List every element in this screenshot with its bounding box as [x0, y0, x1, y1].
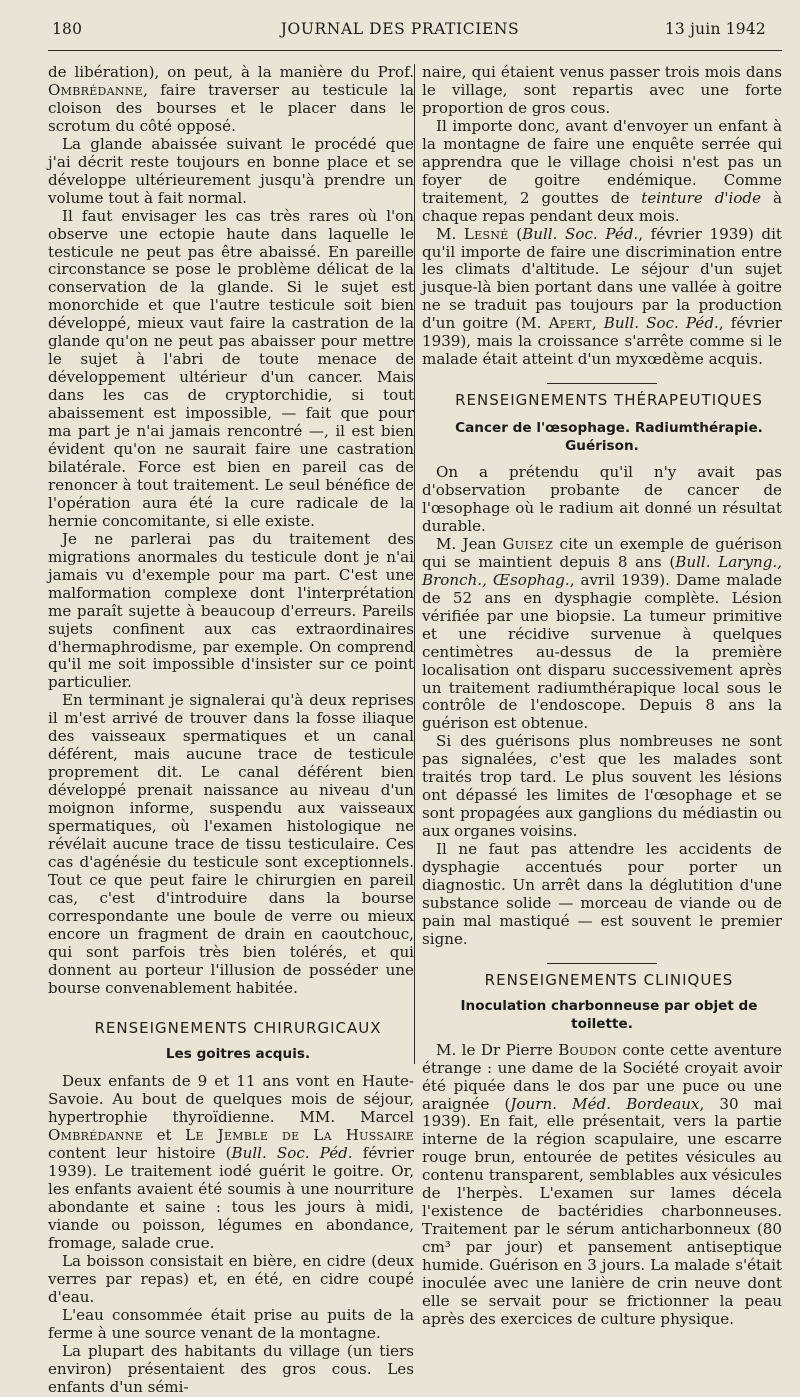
page-header — [0, 18, 800, 44]
reference: Bull. Soc. Péd. — [231, 1144, 353, 1163]
paragraph: La boisson consistait en bière, en cidre (deux verres par repas) et, en été, en cidre coupé d'eau. — [48, 1252, 414, 1306]
section-heading: RENSEIGNEMENTS CLINIQUES — [484, 970, 734, 989]
paragraph: de libération), on peut, à la manière du Prof. Ombrédanne, faire traverser au testicule la cloison des bourses et le placer dans le scrotum du côté opposé. — [48, 63, 414, 135]
section-heading: RENSEIGNEMENTS CHIRURGICAUX — [94, 1018, 382, 1037]
paragraph: naire, qui étaient venus passer trois mois dans le village, sont repartis avec une forte proportion de gros cous. — [422, 63, 782, 117]
paragraph: Il faut envisager les cas très rares où l'on observe une ectopie haute dans laquelle le testicule ne peut pas être abaissé. En pareille circonstance se pose le problème délicat de la conservation de la glande. Si le sujet est monorchide et que l'autre testicule soit bien développé, mieux vaut faire la castration de la glande qu'on ne peut pas abaisser pour mettre le sujet à l'abri de toute menace de développement ultérieur d'un cancer. Mais dans les cas de cryptorchidie, si tout abaissement est impossible, — fait que pour ma part je n'ai jamais rencontré —, il est bien évident qu'on ne saurait faire une castration bilatérale. Force est bien en pareil cas de renoncer à tout traitement. Le seul bénéfice de l'opération aura été la cure radicale de la hernie concomitante, si elle existe. — [48, 206, 414, 530]
paragraph: M. Lesné (Bull. Soc. Péd., février 1939) dit qu'il importe de faire une discrimination entre les climats d'altitude. Le séjour d'un sujet jusque-là bien portant dans une vallée à goitre ne se traduit pas toujours par la production d'un goitre (M. Apert, Bull. Soc. Péd., février 1939), mais la croissance s'arrête comme si le malade était atteint d'un myxœdème acquis. — [422, 224, 782, 369]
column-divider — [414, 64, 415, 1064]
author-name: Ombrédanne — [48, 80, 144, 99]
reference: Bull. Soc. Péd. — [522, 224, 639, 243]
page-number: 180 — [52, 20, 83, 38]
paragraph: M. le Dr Pierre Boudon conte cette aventure étrange : une dame de la Société croyait avoir été piquée dans le dos par une puce ou une araignée (Journ. Méd. Bordeaux, 30 mai 1939). En fait, elle présentait, vers la partie interne de la région scapulaire, une escarre rouge brun, entourée de petites vésicules au contenu transparent, semblables aux vésicules de l'herpès. L'examen sur lames décela l'existence de bactéridies charbonneuses. Traitement par le sérum anticharbonneux (80 cm³ par jour) et pansement antiseptique humide. Guérison en 3 jours. La malade s'était inoculée avec une lanière de crin neuve dont elle se servait pour se frictionner la peau après des exercices de culture physique. — [422, 1040, 782, 1328]
header-rule — [48, 50, 782, 51]
paragraph: En terminant je signalerai qu'à deux reprises il m'est arrivé de trouver dans la fosse iliaque des vaisseaux spermatiques et un canal déférent, mais aucune trace de testicule proprement dit. Le canal déférent bien développé prenait naissance au niveau d'un moignon informe, suspendu aux vaisseaux spermatiques, où l'examen histologique ne révélait aucune trace de tissu testiculaire. Ces cas d'agénésie du testicule sont exceptionnels. Tout ce que peut faire le chirurgien en pareil cas, c'est d'introduire dans la bourse correspondante une boule de verre ou mieux encore un fragment de drain en caoutchouc, qui sont parfois très bien tolérés, et qui donnent au porteur l'illusion de posséder une bourse convenablement habitée. — [48, 691, 414, 997]
paragraph: La glande abaissée suivant le procédé que j'ai décrit reste toujours en bonne place et se développe ultérieurement jusqu'à prendre un volume tout à fait normal. — [48, 134, 414, 207]
author-name: Ombrédanne — [48, 1126, 144, 1145]
issue-date: 13 juin 1942 — [664, 20, 766, 38]
article-title: Inoculation charbonneuse par objet de toilette. — [460, 997, 758, 1032]
paragraph: L'eau consommée était prise au puits de la ferme à une source venant de la montagne. — [48, 1305, 414, 1342]
author-name: Le Jemble de La Hussaire — [185, 1126, 415, 1145]
author-name: Guisez — [502, 534, 554, 553]
author-name: Apert — [548, 314, 592, 333]
paragraph: La plupart des habitants du village (un tiers environ) présentaient des gros cous. Les enfants d'un sémi- — [48, 1341, 414, 1396]
article-title: Cancer de l'œsophage. Radiumthérapie. Guérison. — [455, 420, 763, 455]
paragraph: Il ne faut pas attendre les accidents de dysphagie accentués pour porter un diagnostic. Un arrêt dans la déglutition d'une substance solide — morceau de viande ou de pain mal mastiqué — est souvent le premier signe. — [422, 840, 782, 948]
paragraph: Si des guérisons plus nombreuses ne sont pas signalées, c'est que les malades sont traités trop tard. Le plus souvent les lésions ont dépassé les limites de l'œsophage et se sont propagées aux ganglions du médiastin ou aux organes voisins. — [422, 732, 782, 841]
paragraph: On a prétendu qu'il n'y avait pas d'observation probante de cancer de l'œsophage où le radium ait donné un résultat durable. — [422, 463, 782, 535]
paragraph: Je ne parlerai pas du traitement des migrations anormales du testicule dont je n'ai jamais vu d'exemple pour ma part. C'est une malformation complexe dont l'interprétation me paraît sujette à beaucoup d'erreurs. Pareils sujets confinent aux cas extraordinaires d'hermaphrodisme, par exemple. On comprend qu'il me soit impossible d'insister sur ce point particulier. — [48, 529, 414, 692]
paragraph: Deux enfants de 9 et 11 ans vont en Haute-Savoie. Au bout de quelques mois de séjour, hypertrophie thyroïdienne. MM. Marcel Ombrédanne et Le Jemble de La Hussaire content leur histoire (Bull. Soc. Péd. février 1939). Le traitement iodé guérit le goitre. Or, les enfants avaient été soumis à une nourriture abondante et saine : tous les jours à midi, viande ou poisson, légumes en abondance, fromage, salade crue. — [48, 1072, 415, 1253]
reference: Bull. Laryng., Bronch., Œsophag. — [422, 552, 783, 589]
right-column — [422, 64, 782, 1329]
reference: Bull. Soc. Péd. — [603, 314, 719, 333]
emphasis: teinture d'iode — [641, 188, 762, 207]
author-name: Lesné — [463, 224, 509, 243]
article-title: Les goitres acquis. — [165, 1045, 311, 1062]
journal-title: JOURNAL DES PRATICIENS — [280, 20, 520, 38]
paragraph: Il importe donc, avant d'envoyer un enfant à la montagne de faire une enquête serrée qui apprendra que le village choisi n'est pas un foyer de goitre endémique. Comme traitement, 2 gouttes de teinture d'iode à chaque repas pendant deux mois. — [422, 116, 782, 225]
section-heading: RENSEIGNEMENTS THÉRAPEUTIQUES — [455, 391, 763, 410]
left-column — [48, 64, 414, 1397]
author-name: Boudon — [558, 1040, 617, 1059]
paragraph: M. Jean Guisez cite un exemple de guérison qui se maintient depuis 8 ans (Bull. Laryng., Bronch., Œsophag., avril 1939). Dame malade de 52 ans en dysphagie complète. Lésion vérifiée par une biopsie. La tumeur primitive et une récidive survenue à quelques centimètres au-dessus de la première localisation ont disparu successivement après un traitement radiumthérapique local sous le contrôle de l'endoscope. Depuis 8 ans la guérison est obtenue. — [422, 534, 783, 733]
reference: Journ. Méd. Bordeaux — [510, 1094, 700, 1113]
